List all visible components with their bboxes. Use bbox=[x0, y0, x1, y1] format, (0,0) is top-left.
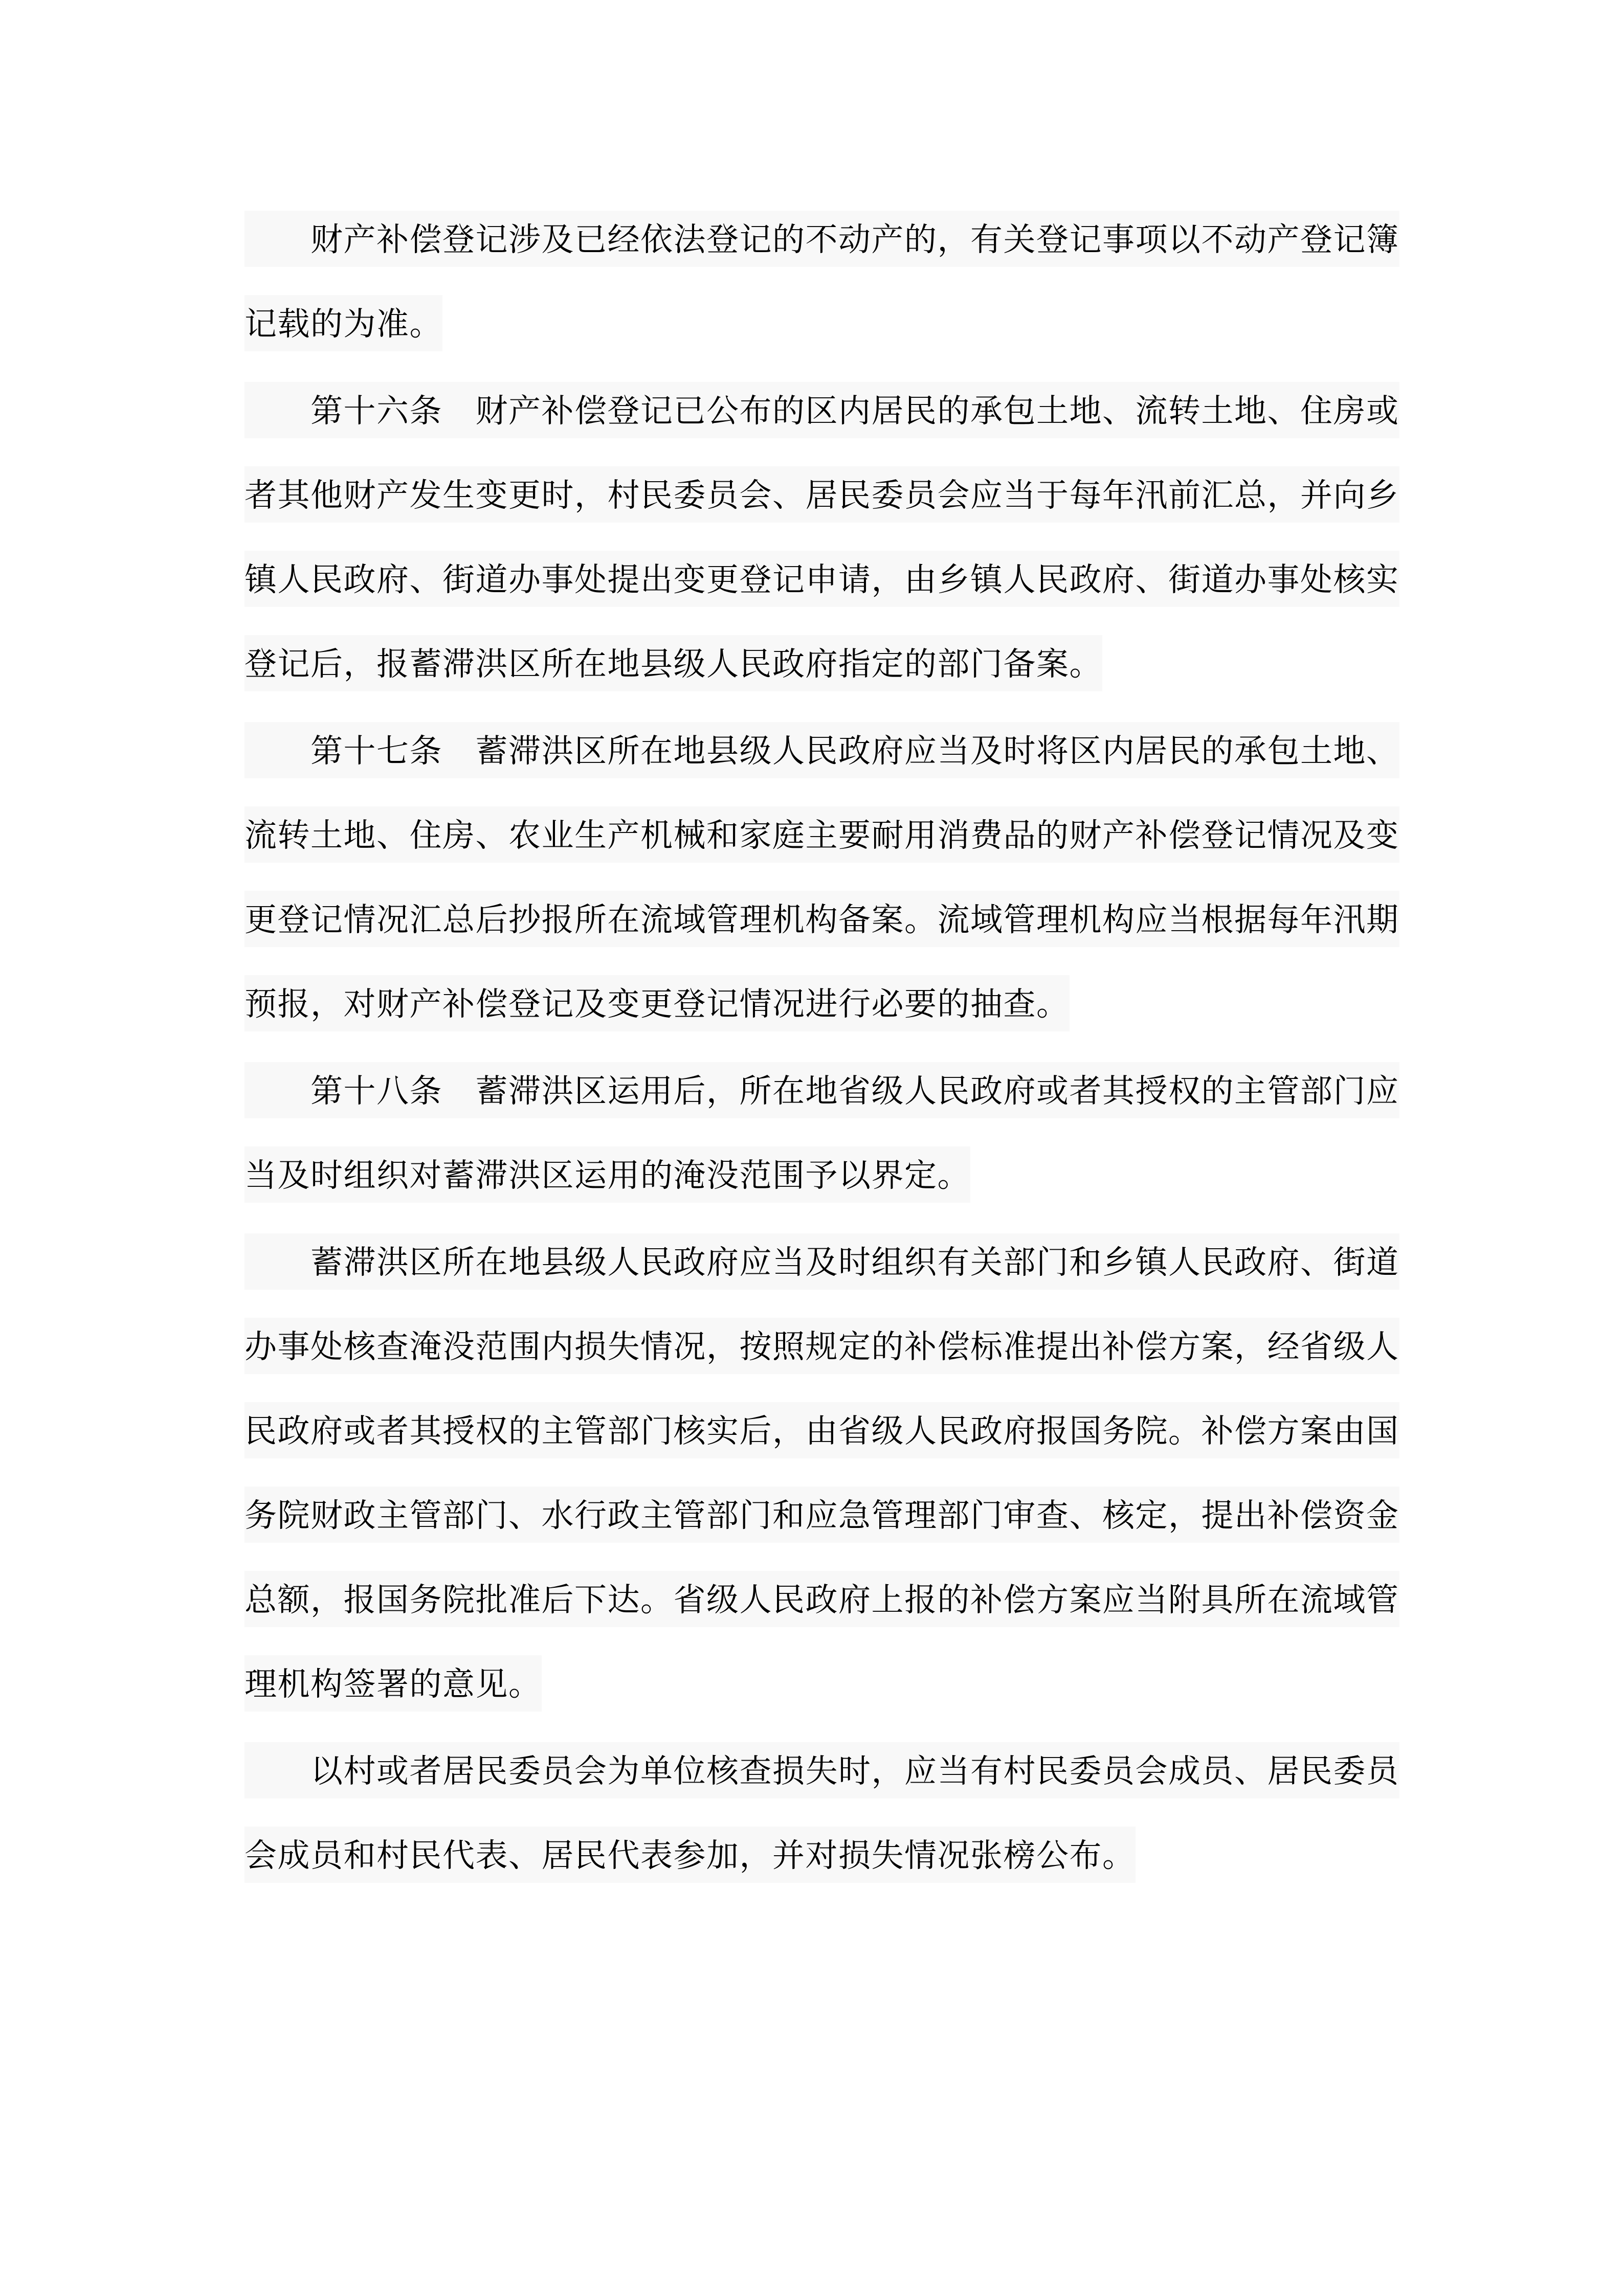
paragraph bbox=[244, 1062, 1400, 1203]
paragraph bbox=[244, 1233, 1400, 1712]
text-line: 记载的为准。 bbox=[244, 295, 442, 351]
text-line: 预报，对财产补偿登记及变更登记情况进行必要的抽查。 bbox=[244, 975, 1070, 1031]
text-line: 登记后，报蓄滞洪区所在地县级人民政府指定的部门备案。 bbox=[244, 635, 1102, 691]
text-line: 会成员和村民代表、居民代表参加，并对损失情况张榜公布。 bbox=[244, 1827, 1136, 1883]
text-line: 以村或者居民委员会为单位核查损失时，应当有村民委员会成员、居民委员 bbox=[244, 1742, 1399, 1798]
text-line: 总额，报国务院批准后下达。省级人民政府上报的补偿方案应当附具所在流域管 bbox=[244, 1571, 1399, 1627]
document-text-block bbox=[244, 211, 1400, 1914]
text-line: 更登记情况汇总后抄报所在流域管理机构备案。流域管理机构应当根据每年汛期 bbox=[244, 891, 1399, 947]
text-line: 理机构签署的意见。 bbox=[244, 1655, 542, 1712]
paragraph bbox=[244, 722, 1400, 1031]
text-line: 镇人民政府、街道办事处提出变更登记申请，由乡镇人民政府、街道办事处核实 bbox=[244, 551, 1399, 607]
text-line: 第十六条 财产补偿登记已公布的区内居民的承包土地、流转土地、住房或 bbox=[244, 382, 1399, 438]
text-line: 蓄滞洪区所在地县级人民政府应当及时组织有关部门和乡镇人民政府、街道 bbox=[244, 1233, 1399, 1290]
text-line: 务院财政主管部门、水行政主管部门和应急管理部门审查、核定，提出补偿资金 bbox=[244, 1487, 1399, 1543]
text-line: 财产补偿登记涉及已经依法登记的不动产的，有关登记事项以不动产登记簿 bbox=[244, 211, 1399, 267]
text-line: 第十七条 蓄滞洪区所在地县级人民政府应当及时将区内居民的承包土地、 bbox=[244, 722, 1399, 778]
text-line: 流转土地、住房、农业生产机械和家庭主要耐用消费品的财产补偿登记情况及变 bbox=[244, 806, 1399, 863]
paragraph bbox=[244, 211, 1400, 351]
text-line: 当及时组织对蓄滞洪区运用的淹没范围予以界定。 bbox=[244, 1146, 970, 1203]
text-line: 办事处核查淹没范围内损失情况，按照规定的补偿标准提出补偿方案，经省级人 bbox=[244, 1318, 1399, 1374]
text-line: 者其他财产发生变更时，村民委员会、居民委员会应当于每年汛前汇总，并向乡 bbox=[244, 466, 1399, 523]
paragraph bbox=[244, 1742, 1400, 1883]
text-line: 第十八条 蓄滞洪区运用后，所在地省级人民政府或者其授权的主管部门应 bbox=[244, 1062, 1399, 1118]
text-line: 民政府或者其授权的主管部门核实后，由省级人民政府报国务院。补偿方案由国 bbox=[244, 1402, 1399, 1458]
paragraph bbox=[244, 382, 1400, 691]
